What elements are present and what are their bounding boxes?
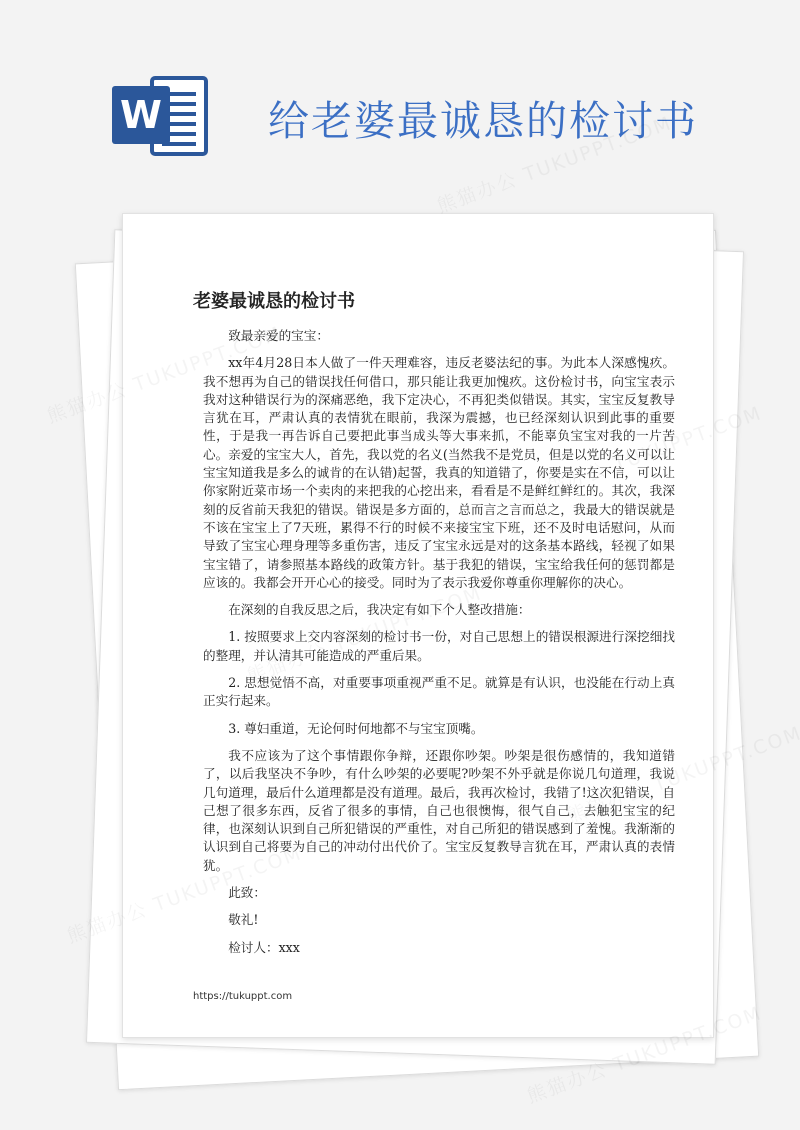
- header-banner: [0, 0, 800, 190]
- document-page: [122, 213, 714, 1038]
- closing-salute: 敬礼!: [228, 912, 259, 928]
- source-url: https://tukuppt.com: [193, 991, 293, 1002]
- word-document-icon: [110, 70, 210, 160]
- signature-line: 检讨人：xxx: [228, 939, 300, 955]
- document-body: [203, 327, 675, 960]
- page-title: 给老婆最诚恳的检讨书: [268, 97, 698, 145]
- list-item-3: 3. 尊妇重道，无论何时何地都不与宝宝顶嘴。: [228, 720, 484, 736]
- word-logo-letter: W: [120, 93, 162, 137]
- document-title: 老婆最诚恳的检讨书: [193, 291, 355, 312]
- body-paragraph: 在深刻的自我反思之后，我决定有如下个人整改措施：: [228, 602, 531, 618]
- body-paragraph: xx年4月28日本人做了一件天理难容，违反老婆法纪的事。为此本人深感愧疚。我不想再为自己的错误找任何借口，那只能让我更加愧疚。这份检讨书，向宝宝表示我对这种错误行为的深痛恶绝，我下定决心，不再犯类似错误。其实，宝宝反复教导言犹在耳，严肃认真的表情犹在眼前，我深为震撼，也已经深刻认识到此事的重要性，于是我一再告诉自己要把此事当成头等大事来抓，不能辜负宝宝对我的一片苦心。亲爱的宝宝大人，首先，我以党的名义(当然我不是党员，但是以党的名义可以让宝宝知道我是多么的诚肯的在认错)起誓，我真的知道错了，你要是实在不信，可以让你家附近菜市场一个卖肉的来把我的心挖出来，看看是不是鲜红鲜红的。其次，我深刻的反省前天我犯的错误。错误是多方面的，总而言之言而总之，我最大的错误就是不该在宝宝上了7天班，累得不行的时候不来接宝宝下班，还不及时电话慰问，从而导致了宝宝心理身理等多重伤害，违反了宝宝永远是对的这条基本路线，轻视了如果宝宝错了，请参照基本路线的政策方针。基于我犯的错误，宝宝给我任何的惩罚都是应该的。我都会开开心心的接受。同时为了表示我爱你尊重你理解你的决心。: [203, 355, 675, 590]
- list-item-2: 2. 思想觉悟不高，对重要事项重视严重不足。就算是有认识，也没能在行动上真正实行起来。: [203, 675, 675, 709]
- salutation: 致最亲爱的宝宝：: [228, 328, 329, 343]
- list-item-1: 1. 按照要求上交内容深刻的检讨书一份，对自己思想上的错误根源进行深挖细找的整理，并认清其可能造成的严重后果。: [203, 629, 675, 663]
- body-paragraph: 我不应该为了这个事情跟你争辩，还跟你吵架。吵架是很伤感情的，我知道错了，以后我坚决不争吵，有什么吵架的必要呢?吵架不外乎就是你说几句道理，我说几句道理，最后什么道理都是没有道理。最后，我再次检讨，我错了!这次犯错误，自己想了很多东西，反省了很多的事情，自己也很懊悔，很气自己，去触犯宝宝的纪律，也深刻认识到自己所犯错误的严重性，对自己所犯的错误感到了羞愧。我渐渐的认识到自己将要为自己的冲动付出代价了。宝宝反复教导言犹在耳，严肃认真的表情犹。: [203, 747, 675, 873]
- closing-line: 此致：: [228, 885, 266, 901]
